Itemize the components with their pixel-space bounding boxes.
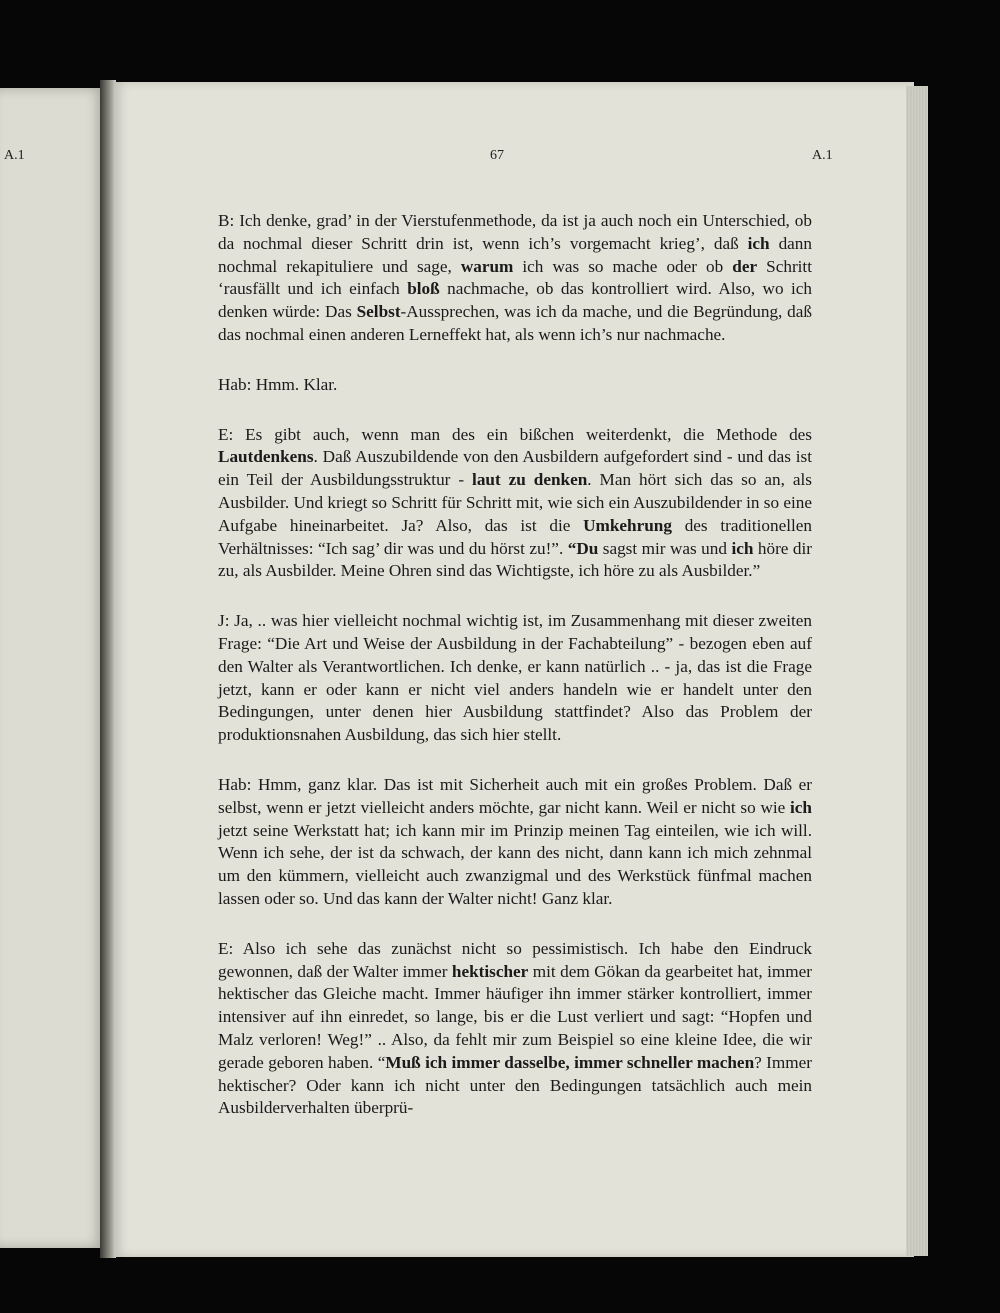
bold-segment: laut zu denken (472, 470, 588, 490)
text-segment: Ich denke, grad’ in der Vierstufenmethode, da ist ja auch noch ein Unterschied, ob da nochmal dieser Schritt drin ist, wenn ich’s vorgemacht krieg’, daß (218, 211, 812, 253)
bold-segment: ich (747, 233, 770, 253)
bold-segment: Umkehrung (583, 515, 672, 535)
speaker-label: B: (218, 211, 235, 230)
bold-segment: bloß (407, 279, 440, 299)
speaker-label: Hab: (218, 774, 252, 794)
text-segment: Hmm, ganz klar. Das ist mit Sicherheit auch mit ein großes Problem. Daß er selbst, wenn er jetzt vielleicht anders möchte, gar nicht kann. Weil er nicht so wie (218, 774, 812, 817)
text-segment: -Aussprechen, was ich da mache, und die Begründung, daß das nochmal einen anderen Lerneffekt hat, als wenn ich’s nur nachmache. (218, 302, 812, 344)
text-segment: Schritt ‘rausfällt und ich einfach (218, 256, 812, 299)
bold-segment: Muß ich immer dasselbe, immer schneller machen (385, 1052, 755, 1072)
bold-segment: Lautdenkens (218, 447, 314, 467)
bold-segment: ich (731, 538, 754, 558)
text-segment: . Man hört sich das so an, als Ausbilder. Und kriegt so Schritt für Schritt mit, wie sich ein Auszubildender in so eine Aufgabe hineinarbeitet. Ja? Also, das ist die (218, 470, 812, 535)
bold-segment: “Du (567, 538, 599, 558)
bold-segment: warum (460, 256, 514, 276)
text-segment: jetzt seine Werkstatt hat; ich kann mir im Prinzip meinen Tag einteilen, wie ich will. Wenn ich sehe, der ist da schwach, der kann des nicht, dann kann ich mich zehnmal um den kümmern, vielleicht auch zwanzigmal und des Werkstück fünfmal machen lassen oder so. Und das kann der Walter nicht! Ganz klar. (218, 820, 812, 908)
text-segment: . Daß Auszubildende von den Ausbildern aufgefordert sind - und das ist ein Teil der Ausbildungsstruktur - (218, 447, 812, 490)
left-running-head: A.1 (4, 148, 25, 163)
transcript-body (218, 210, 812, 1147)
page-stack-edge (906, 86, 928, 1256)
text-segment: ich was so mache oder ob (513, 256, 733, 276)
text-segment: Hmm. Klar. (251, 374, 338, 394)
text-segment: Es gibt auch, wenn man des ein bißchen weiterdenkt, die Methode des (233, 424, 812, 444)
text-segment: sagst mir was und (598, 538, 732, 558)
text-segment: mit dem Gökan da gearbeitet hat, immer hektischer das Gleiche macht. Immer häufiger ihn immer stärker kontrolliert, immer intensiver auf ihn einredet, so lange, bis er die Lust verliert und sagt: “Hopfen und Malz verloren! Weg!” .. Also, da fehlt mir zum Beispiel so eine kleine Idee, die wir gerade geboren haben. “ (218, 961, 812, 1072)
text-segment: dann nochmal rekapituliere und sage, (218, 233, 812, 276)
transcript-paragraph (218, 424, 812, 584)
bold-segment: hektischer (451, 961, 529, 981)
bold-segment: der (732, 256, 758, 276)
text-segment: ? Immer hektischer? Oder kann ich nicht unter den Bedingungen tatsächlich auch mein Ausbilderverhalten überprü- (218, 1052, 812, 1118)
speaker-label: E: (218, 424, 234, 444)
text-segment: Also ich sehe das zunächst nicht so pessimistisch. Ich habe den Eindruck gewonnen, daß der Walter immer (218, 938, 812, 981)
text-segment: Ja, .. was hier vielleicht nochmal wichtig ist, im Zusammenhang mit dieser zweiten Frage: “Die Art und Weise der Ausbildung in der Fachabteilung” - bezogen eben auf den Walter als Verantwortlichen. Ich denke, er kann natürlich .. - ja, das ist die Frage jetzt, kann er oder kann er nicht viel anders handeln wie er handelt unter den Bedingungen, unter denen hier Ausbildung stattfindet? Also das Problem der produktionsnahen Ausbildung, das sich hier stellt. (218, 611, 812, 745)
text-segment: des traditionellen Verhältnisses: “Ich sag’ dir was und du hörst zu!”. (218, 515, 812, 558)
bold-segment: Selbst (356, 302, 401, 322)
transcript-paragraph (218, 938, 812, 1120)
transcript-paragraph (218, 210, 812, 347)
transcript-paragraph (218, 610, 812, 747)
text-segment: höre dir zu, als Ausbilder. Meine Ohren sind das Wichtigste, ich höre zu als Ausbilder.” (218, 538, 812, 581)
bold-segment: ich (790, 797, 812, 817)
speaker-label: Hab: (218, 374, 252, 394)
transcript-paragraph (218, 774, 812, 911)
speaker-label: J: (218, 611, 230, 631)
right-running-head: A.1 (812, 148, 833, 163)
left-page-edge (0, 88, 106, 1248)
page-number: 67 (490, 148, 504, 163)
speaker-label: E: (218, 938, 234, 958)
transcript-paragraph (218, 374, 812, 397)
text-segment: nachmache, ob das kontrolliert wird. Also, wo ich denken würde: Das (218, 279, 813, 322)
